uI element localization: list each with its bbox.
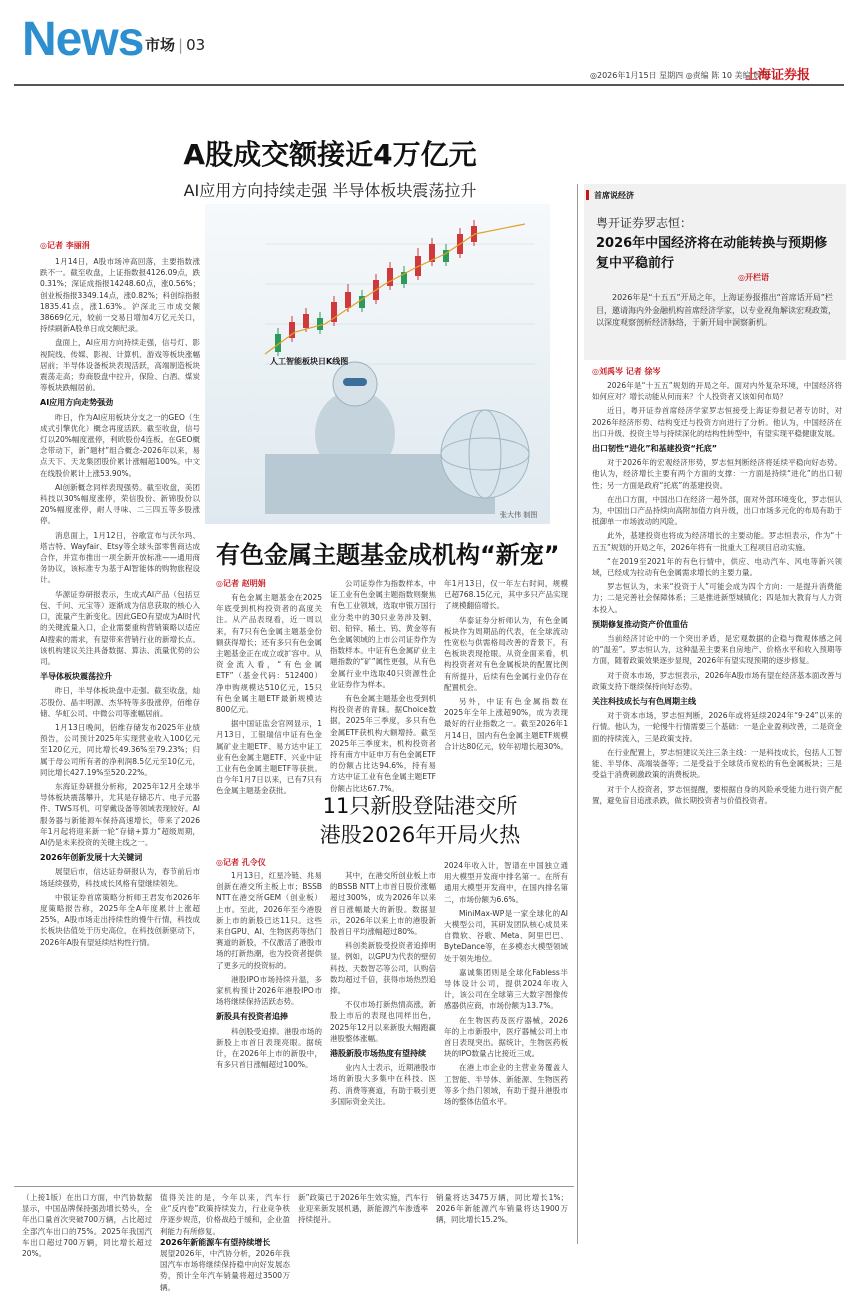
interview-para-11: 在行业配置上，罗志恒建议关注三条主线：一是科技成长，包括人工智能、半导体、高端装备等；二是受益于全球货币宽松的有色金属板块；三是受益于消费刺激政策的消费板块。 — [592, 747, 842, 780]
column-divider — [577, 184, 578, 1244]
column-intro-text: 2026年是“十五五”开局之年，上海证券报推出“首席话开局”栏目，邀请海内外金融机构首席经济学家，以专业视角解读宏观政策，以深度观察剖析经济脉络，于新开局中洞察新机。 — [596, 293, 836, 327]
lead-para-2: 盘面上，AI应用方向持续走强，信号灯、影视院线、传媒、影视、计算机、游戏等板块涨幅居前；半导体设备板块表现活跃，高端制造板块震荡走高；券商股盘中拉升，保险、白酒、煤炭等板块跌幅居前。 — [40, 338, 200, 393]
hk-col3b-para: MiniMax-WP是一家全球化的AI大模型公司，其研发团队核心成员来自微软、谷歌、Meta、阿里巴巴、ByteDance等，在多模态大模型领域处于领先地位。 — [444, 908, 568, 963]
photo-caption: 人工智能板块日K线图 — [270, 357, 349, 366]
hk-col3-para: 2024年收入计，智谱在中国独立通用大模型开发商中排名第一。在所有通用大模型开发商中，在国内排名第二，市场份额为6.6%。 — [444, 861, 568, 904]
interview-para-6: “在2019至2021年的有色行情中，供应、电动汽车、风电等新兴领域，已经成为拉动有色金属需求增长的主要力量。 — [592, 556, 842, 578]
hk-ipo-headline — [290, 792, 550, 850]
interview-subhead-1: 出口韧性“进化”和基建投资“托底” — [592, 444, 718, 454]
hk-subhead-2: 港股新股市场热度有望持续 — [330, 1049, 426, 1059]
lead-byline: ◎记者 李丽涓 — [40, 241, 90, 250]
hk-col2c-para: 不仅市场打新热情高涨，新股上市后的表现也同样出色，2025年12月以来新股大幅跑赢港股整体涨幅。 — [330, 1000, 436, 1043]
lead-para-5: 消息面上，1月12日，谷歌宣布与沃尔玛、塔吉特、Wayfair、Etsy等全球头部零售商达成合作，并宣布推出一项全新开放标准——通用商务协议，该标准专为基于AI智能体的购物旅程设计。 — [40, 530, 200, 585]
continuation-rule — [14, 1186, 574, 1187]
lead-subheadline: AI应用方向持续走强 半导体板块震荡拉升 — [183, 181, 477, 200]
lead-paragraph: 1月14日，A股市场冲高回落，主要指数涨跌不一。截至收盘，上证指数报4126.09点，跌0.31%；深证成指报14248.60点，涨0.56%；创业板指报3349.14点，涨0.82%；科创综指报1835.41点，涨1.63%。沪深北三市成交额38669亿元，较前一交易日增加4万亿元关口，持续刷新A股单日成交额纪录。 — [40, 257, 200, 334]
lead-subhead-2: 半导体板块震荡拉升 — [40, 672, 112, 682]
hk-col1-para: 1月13日，红星冷链、兆易创新在港交所主板上市；BSSB NTT在港交所GEM（创业板）上市。至此，2026年至今港股新上市的新股已达11只。这些来自GPU、AI、生物医药等热门赛道的新股，不仅激活了港股市场的打新热潮，也为投资者提供了更多元的投资标的。 — [216, 871, 322, 970]
fund-column-1 — [216, 592, 322, 796]
hk-headline-line1: 11只新股登陆港交所 — [322, 794, 518, 818]
hk-column-1 — [216, 870, 322, 1180]
interview-subhead-3: 关注科技成长与有色周期主线 — [592, 697, 696, 707]
globe-graphic — [441, 410, 529, 498]
lead-para-3: 昨日，作为AI应用板块分支之一的GEO（生成式引擎优化）概念再度活跃。截至收盘，信号灯以20%幅度涨停，利欧股份4连板。在GEO概念带动下，新“题材”组合概念-2026年以来，易点天下、天龙集团股价累计涨幅超100%。中文在线股价累计上涨53.90%。 — [40, 412, 200, 478]
section-label: 市场 | 03 — [145, 36, 206, 54]
hk-subhead-1: 新股具有投资者追捧 — [216, 1012, 288, 1022]
lead-subhead-1: AI应用方向走势强劲 — [40, 398, 114, 408]
fund-col1-para: 有色金属主题基金在2025年底受到机构投资者的高度关注。从产品表现看，近一周以来，有7只有色金属主题基金份额获得增长；还有多只有色金属主题基金正在成立或扩容中。从资金流入看，“有色金属ETF”（基金代码：512400）净申购规模达510亿元，15只有色金属主题ETF最新规模达800亿元。 — [216, 593, 322, 715]
interview-byline: ◎刘禹岑 记者 徐岑 — [592, 367, 661, 376]
lead-para-9: 东海证券研报分析称，2025年12月全球半导体板块震荡攀升，尤其是存储芯片、电子元器件、TWS耳机、可穿戴设备等领域表现较好。AI服务器与新能源车保持高速增长，带来了2026年1月起将迎来新一轮“存储+算力”超级周期，AI仍是未来投资的关键主线之一。 — [40, 781, 200, 847]
hk-col2d-para: 业内人士表示，近期港股市场的新股大多集中在科技、医药、消费等赛道，有助于吸引更多国际资金关注。 — [330, 1063, 436, 1106]
hk-col3e-para: 在港上市企业的主营业务覆盖人工智能、半导体、新能源、生物医药等多个热门领域，有助于提升港股市场的整体估值水平。 — [444, 1063, 568, 1107]
lead-story-column — [40, 256, 200, 1180]
continuation-subhead: 2026年新能源车有望持续增长 — [160, 1237, 271, 1247]
lead-para-7: 昨日，半导体板块盘中走强。截至收盘，灿芯股份、晶丰明源、杰华特等多股涨停，佰维存储、华虹公司、中微公司等涨幅居前。 — [40, 686, 200, 718]
continuation-col2b-para: 展望2026年，中汽协分析，2026年我国汽车市场将继续保持稳中向好发展态势，预计全年汽车销量将超过3500万辆。 — [160, 1249, 290, 1292]
interview-headline: 2026年中国经济将在动能转换与预期修复中平稳前行 — [596, 236, 828, 271]
hk-col3d-para: 在生物医药及医疗器械，2026年的上市新股中，医疗器械公司上市首日表现突出。据统计，生物医药板块的IPO数量占比接近三成。 — [444, 1015, 568, 1059]
hk-col2b-para: 科创类新股受投资者追捧明显。例如，以GPU为代表的壁仞科技、天数智芯等公司，认购倍数均超过千倍，获得市场热烈追捧。 — [330, 941, 436, 996]
hk-column-2 — [330, 870, 436, 1180]
ai-kline-illustration — [205, 204, 550, 524]
lead-subhead-3: 2026年创新发展十大关键词 — [40, 853, 143, 863]
section-name: 市场 — [145, 36, 176, 54]
fund-column-2 — [330, 578, 436, 793]
interview-para-5: 此外，基建投资也将成为经济增长的主要动能。罗志恒表示，作为“十五五”规划的开局之年，2026年将有一批重大工程项目启动实施。 — [592, 531, 842, 552]
hk-headline-line2: 港股2026年开局火热 — [319, 823, 521, 847]
interview-para-10: 对于资本市场，罗志恒判断，2026年或将延续2024年“9·24”以来的行情。他认为，一轮慢牛行情需要三个基础：一是企业盈利改善，二是资金面的持续流入，三是政策支持。 — [592, 711, 842, 743]
column-tag-marker — [586, 190, 589, 200]
fund-col2b-para: 有色金属主题基金也受到机构投资者的青睐。据Choice数据，2025年三季度，多只有色金属ETF获机构大额增持。截至2025年三季度末，机构投资者持有南方中证申万有色金属ETF的份额占比达94.6%，持有易方达中证工业有色金属主题ETF份额占比达67.7%。 — [330, 694, 436, 793]
kline-chart-graphic — [205, 204, 550, 524]
fund-col2-para: 公司证券作为指数样本，中证工业有色金属主题指数则聚焦有色工业领域，选取申银万国行业分类中的30只业务涉及铜、铝、铅锌、稀土、钨、黄金等有色金属领域的上市公司证券作为指数样本。中证有色金属矿业主题指数的“矿”属性更强，从有色金属行业中选取40只资源性企业证券作为样本。 — [330, 579, 436, 689]
hk-column-3 — [444, 860, 568, 1180]
interview-para-1: 2026年是“十五五”规划的开局之年。面对内外复杂环境，中国经济将如何应对？增长动能从何而来？个人投资者又该如何布局？ — [592, 381, 842, 402]
interview-para-3: 对于2026年的宏观经济形势，罗志恒判断经济将延续平稳向好态势。他认为，经济增长主要有两个方面的支撑：一方面是持续“进化”的出口韧性；另一方面是政府“托底”的基建投资。 — [592, 458, 842, 490]
interview-para-2: 近日，粤开证券首席经济学家罗志恒接受上海证券报记者专访时，对2026年经济形势、结构变迁与投资方向进行了分析。他认为，中国经济在出口升级、投资主导与持续深化的结构性转型中，有望实现平稳健康发展。 — [592, 406, 842, 438]
lead-para-4: AI创新概念同样表现强势。截至收盘，美团科技以30%幅度涨停，荣信股份、新锦股份以20%幅度涨停，耐人寻味、二三四五等多股涨停。 — [40, 482, 200, 526]
hk-col2-para: 其中，在港交所创业板上市的BSSB NTT上市首日股价涨幅超过300%，成为2026年以来首日涨幅最大的新股。数据显示，2026年以来上市的港股新股首日平均涨幅超过80%。 — [330, 871, 436, 937]
continuation-col2-para: 值得关注的是，今年以来，汽车行业“反内卷”政策持续发力，行业竞争秩序逐步规范，价格战趋于缓和，企业盈利能力有所修复。 — [160, 1193, 290, 1236]
column-intro-label: ◎开栏语 — [738, 273, 769, 282]
fund-col3b-para: 华泰证券分析师认为，有色金属板块作为周期品的代表，在全球流动性宽松与供需格局改善的背景下，有色板块表现抢眼。从资金面来看，机构投资者对有色金属板块的配置比例有所提升，后续有色金属行业仍存在配置机会。 — [444, 615, 568, 692]
continuation-col-1: （上接1版）在出口方面，中汽协数据显示，中国品牌保持强劲增长势头，全年出口量首次突破700万辆，占比超过全部汽车出口的75%。2025年我国汽车出口超过700万辆，同比增长超过20%。 — [22, 1193, 152, 1259]
interview-para-9: 对于资本市场，罗志恒表示，2026年A股市场有望在经济基本面改善与政策支持下继续保持向好态势。 — [592, 670, 842, 691]
interview-para-4: 在出口方面，中国出口在经济一超外部，面对外部环境变化，罗志恒认为，中国出口产品持续向高附加值方向升级，出口市场多元化的布局有助于抵御单一市场波动的风险。 — [592, 494, 842, 527]
interview-subhead-2: 预期修复推动资产价值重估 — [592, 619, 688, 629]
hk-col1b-para: 港股IPO市场持续升温，多家机构预计2026年港股IPO市场将继续保持活跃态势。 — [216, 974, 322, 1007]
date-line: ◎2026年1月15日 星期四 ◎责编 陈 10 美编 周佳 — [590, 71, 770, 80]
hk-col1c-para: 科创股受追捧。港股市场的新股上市首日表现亮眼。据统计，在2026年上市的新股中，有多只首日涨幅超过100%。 — [216, 1026, 322, 1070]
lead-para-8: 1月13日晚间，佰维存储发布2025年业绩预告，公司预计2025年实现营业收入100亿元至120亿元，同比增长49.36%至79.23%；归属于母公司所有者的净利润8.5亿元至10亿元，同比增长427.19%至520.22%。 — [40, 722, 200, 777]
lead-para-10: 展望后市，信达证券研报认为，春节前后市场延续强势，科技成长风格有望继续领先。 — [40, 867, 200, 888]
lead-para-6: 华源证券研报表示，生成式AI产品（包括豆包、千问、元宝等）逐渐成为信息获取的核心入口，流量产生新变化。因此GEO有望成为AI时代的关键流量入口，企业需要重构营销策略以适应AI搜索的需求，有望带来营销行业的新增长点。该机构建议关注具备数据、算法、流量优势的公司。 — [40, 589, 200, 666]
newspaper-logo: 上海证券报 — [745, 68, 811, 83]
continuation-col-4: 销量将达3475万辆，同比增长1%；2026年新能源汽车销量将达1900万辆，同比增长15.2%。 — [436, 1193, 568, 1225]
interview-para-12: 对于个人投资者，罗志恒提醒，要根据自身的风险承受能力进行资产配置，避免盲目追涨杀跌，做长期投资者与价值投资者。 — [592, 784, 842, 805]
masthead-brand: News — [22, 13, 144, 66]
interview-para-7: 罗志恒认为，未来“投资于人”可能会成为四个方向：一是提升消费能力；二是完善社会保障体系；三是推进新型城镇化；四是加大教育与人力资本投入。 — [592, 582, 842, 614]
interview-para-8: 当前经济讨论中的一个突出矛盾，是宏观数据的企稳与微观体感之间的“温差”。罗志恒认为，这种温差主要来自房地产、价格水平和收入预期等方面，随着政策效果逐步显现，2026年有望实现预期的逐步修复。 — [592, 634, 842, 666]
lead-headline: A股成交额接近4万亿元 — [183, 138, 477, 171]
photo-credit: 张大伟 制图 — [500, 511, 538, 519]
fund-headline: 有色金属主题基金成机构“新宠” — [216, 541, 560, 569]
column-tag: 首席说经济 — [594, 191, 634, 200]
page-number: 03 — [186, 36, 206, 54]
hk-byline: ◎记者 孔令仪 — [216, 858, 266, 867]
fund-col3c-para: 另外，中证有色金属指数在2025年全年上涨超90%，成为表现最好的行业指数之一。截至2026年1月14日，国内有色金属主题ETF规模合计达80亿元，较年初增长超30%。 — [444, 697, 568, 751]
interview-kicker: 粤开证券罗志恒： — [596, 216, 693, 230]
fund-col1b-para: 据中国证监会官网显示，1月13日，工银瑞信中证有色金属矿业主题ETF、易方达中证工业有色金属主题ETF、兴业中证工业有色金属主题ETF等获批。自今年1月7日以来，已有7只有色金属主题基金获批。 — [216, 719, 322, 796]
continuation-col-3: 新”政策已于2026年生效实施，汽车行业迎来新发展机遇，新能源汽车渗透率持续提升。 — [298, 1193, 428, 1225]
masthead-rule — [14, 84, 844, 86]
continuation-col-2 — [160, 1192, 290, 1292]
interview-body — [592, 380, 842, 1242]
fund-byline: ◎记者 赵明娟 — [216, 579, 266, 588]
fund-col3-para: 年1月13日，仅一年左右时间，规模已超768.15亿元，其中多只产品实现了规模翻倍增长。 — [444, 579, 568, 611]
hk-col3c-para: 嘉诚集团则是全球化Fabless半导体设计公司，提供2024年收入计，该公司在全球第三大数字图像传感器供应商，市场份额为13.7%。 — [444, 967, 568, 1011]
lead-para-11: 中银证券首席策略分析师王君发布2026年度策略报告称，2025年全A年度累计上涨超25%，A股市场走出持续性的慢牛行情，科技成长板块估值处于历史高位，在科技创新驱动下，2026年A股有望延续结构性行情。 — [40, 892, 200, 947]
fund-column-3 — [444, 578, 568, 768]
